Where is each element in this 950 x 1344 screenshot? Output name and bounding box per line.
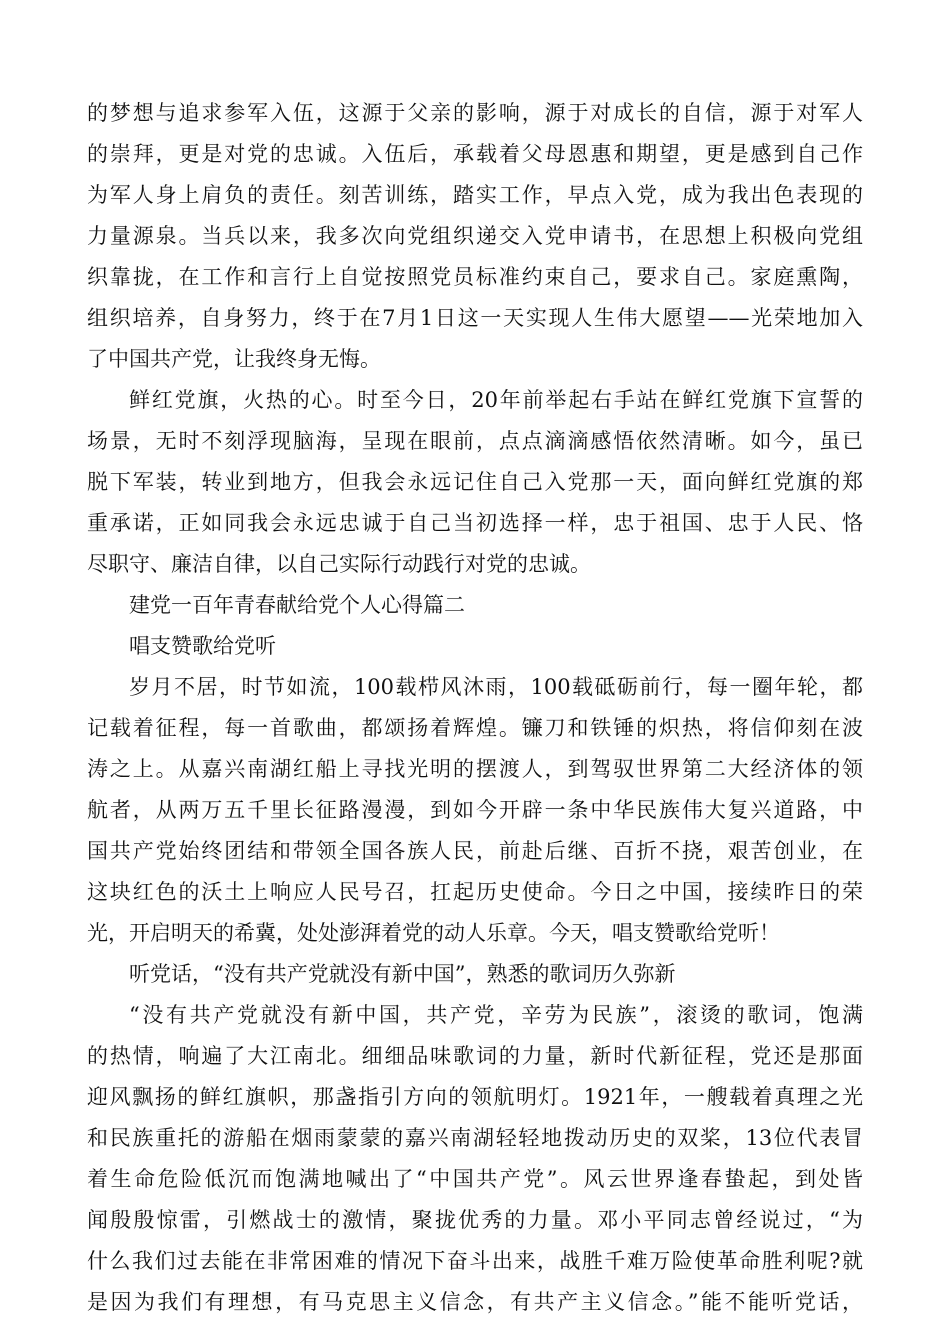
text-line: 尽职守、廉洁自律，以自己实际行动践行对党的忠诚。 — [87, 552, 591, 576]
text-line: 场景，无时不刻浮现脑海，呈现在眼前，点点滴滴感悟依然清晰。如今，虽已 — [87, 429, 863, 453]
text-line: 为军人身上肩负的责任。刻苦训练，踏实工作，早点入党，成为我出色表现的 — [87, 183, 863, 207]
text-line: 这块红色的沃土上响应人民号召，扛起历史使命。今日之中国，接续昨日的荣 — [87, 880, 863, 904]
text-line: 组织培养，自身努力，终于在7月1日这一天实现人生伟大愿望——光荣地加入 — [87, 306, 863, 330]
text-line: 脱下军装，转业到地方，但我会永远记住自己入党那一天，面向鲜红党旗的郑 — [87, 470, 863, 494]
text-line: 的热情，响遍了大江南北。细细品味歌词的力量，新时代新征程，党还是那面 — [87, 1044, 863, 1068]
text-line: 鲜红党旗，火热的心。时至今日，20年前举起右手站在鲜红党旗下宣誓的 — [129, 388, 863, 412]
text-line: 岁月不居，时节如流，100载栉风沐雨，100载砥砺前行，每一圈年轮，都 — [129, 675, 863, 699]
text-line: 迎风飘扬的鲜红旗帜，那盏指引方向的领航明灯。1921年，一艘载着真理之光 — [87, 1085, 863, 1109]
subheading: 唱支赞歌给党听 — [129, 634, 276, 658]
text-line: 织靠拢，在工作和言行上自觉按照党员标准约束自己，要求自己。家庭熏陶， — [87, 265, 863, 289]
subheading: 听党话，“没有共产党就没有新中国”，熟悉的歌词历久弥新 — [129, 962, 676, 986]
text-line: 的梦想与追求参军入伍，这源于父亲的影响，源于对成长的自信，源于对军人 — [87, 101, 863, 125]
text-line: 和民族重托的游船在烟雨蒙蒙的嘉兴南湖轻轻地拨动历史的双桨，13位代表冒 — [87, 1126, 863, 1150]
text-line: 的崇拜，更是对党的忠诚。入伍后，承载着父母恩惠和期望，更是感到自己作 — [87, 142, 863, 166]
text-line: 了中国共产党，让我终身无悔。 — [87, 347, 381, 371]
text-line: 是因为我们有理想，有马克思主义信念，有共产主义信念。”能不能听党话， — [87, 1290, 863, 1314]
text-line: 记载着征程，每一首歌曲，都颂扬着辉煌。镰刀和铁锤的炽热，将信仰刻在波 — [87, 716, 863, 740]
text-line: 航者，从两万五千里长征路漫漫，到如今开辟一条中华民族伟大复兴道路，中 — [87, 798, 863, 822]
text-line: “没有共产党就没有新中国，共产党，辛劳为民族”，滚烫的歌词，饱满 — [129, 1003, 863, 1027]
text-line: 什么我们过去能在非常困难的情况下奋斗出来，战胜千难万险使革命胜利呢?就 — [87, 1249, 863, 1273]
text-line: 着生命危险低沉而饱满地喊出了“中国共产党”。风云世界逢春蛰起，到处皆 — [87, 1167, 863, 1191]
text-line: 闻殷殷惊雷，引燃战士的激情，聚拢优秀的力量。邓小平同志曾经说过，“为 — [87, 1208, 863, 1232]
text-line: 光，开启明天的希冀，处处澎湃着党的动人乐章。今天，唱支赞歌给党听！ — [87, 921, 780, 945]
text-line: 涛之上。从嘉兴南湖红船上寻找光明的摆渡人，到驾驭世界第二大经济体的领 — [87, 757, 863, 781]
text-line: 重承诺，正如同我会永远忠诚于自己当初选择一样，忠于祖国、忠于人民、恪 — [87, 511, 863, 535]
text-line: 国共产党始终团结和带领全国各族人民，前赴后继、百折不挠，艰苦创业，在 — [87, 839, 863, 863]
text-line: 力量源泉。当兵以来，我多次向党组织递交入党申请书，在思想上积极向党组 — [87, 224, 863, 248]
section-title: 建党一百年青春献给党个人心得篇二 — [129, 593, 465, 617]
